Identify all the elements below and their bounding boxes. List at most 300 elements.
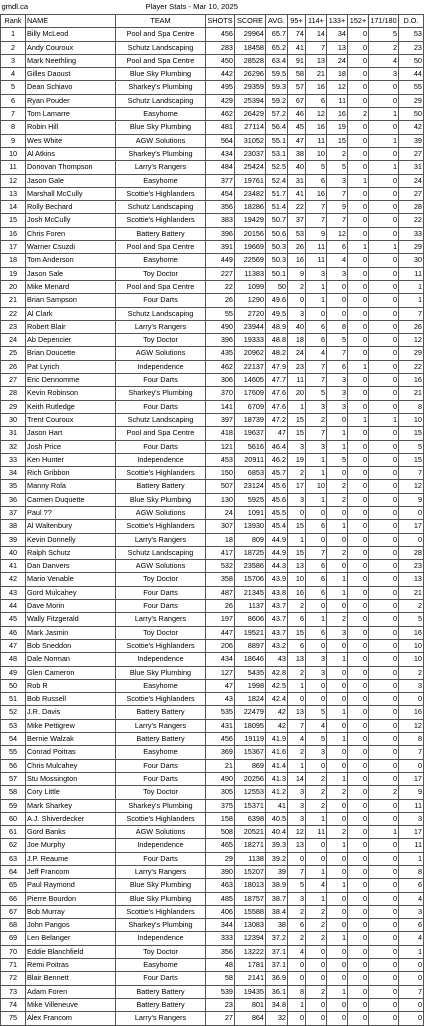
cell-171-180: 0	[369, 320, 399, 333]
cell-shots: 370	[206, 387, 235, 400]
cell-114plus: 1	[306, 866, 327, 879]
cell-name: Keith Rutledge	[26, 400, 116, 413]
cell-171-180: 0	[369, 81, 399, 94]
cell-95plus: 0	[288, 972, 306, 985]
cell-133plus: 3	[327, 267, 348, 280]
cell-95plus: 18	[288, 334, 306, 347]
cell-avg: 41.2	[266, 786, 288, 799]
cell-team: Independence	[116, 360, 206, 373]
cell-do: 4	[399, 932, 424, 945]
cell-114plus: 7	[306, 41, 327, 54]
cell-do: 42	[399, 121, 424, 134]
cell-avg: 65.7	[266, 28, 288, 41]
cell-rank: 38	[1, 520, 26, 533]
player-rows	[1, 28, 424, 1025]
cell-name: Wes White	[26, 134, 116, 147]
cell-score: 15706	[235, 573, 266, 586]
cell-rank: 41	[1, 560, 26, 573]
cell-do: 26	[399, 320, 424, 333]
table-row	[1, 280, 424, 293]
cell-team: Easyhome	[116, 746, 206, 759]
cell-name: Bob Sneddon	[26, 639, 116, 652]
cell-do: 7	[399, 746, 424, 759]
cell-shots: 377	[206, 174, 235, 187]
cell-name: Gord Banks	[26, 826, 116, 839]
cell-rank: 56	[1, 759, 26, 772]
table-row	[1, 945, 424, 958]
cell-avg: 42.8	[266, 666, 288, 679]
cell-name: Ab Depencier	[26, 334, 116, 347]
cell-95plus: 5	[288, 879, 306, 892]
cell-do: 2	[399, 666, 424, 679]
table-row	[1, 639, 424, 652]
cell-team: Toy Doctor	[116, 334, 206, 347]
cell-name: Bob Murray	[26, 905, 116, 918]
cell-team: Toy Doctor	[116, 945, 206, 958]
cell-152plus: 0	[348, 480, 369, 493]
cell-team: Pool and Spa Centre	[116, 241, 206, 254]
cell-do: 1	[399, 280, 424, 293]
cell-171-180: 0	[369, 613, 399, 626]
cell-name: Jeff Francom	[26, 866, 116, 879]
table-row	[1, 400, 424, 413]
cell-name: Ralph Schutz	[26, 546, 116, 559]
cell-shots: 397	[206, 413, 235, 426]
cell-133plus: 0	[327, 1012, 348, 1025]
cell-team: AGW Solutions	[116, 347, 206, 360]
cell-152plus: 0	[348, 932, 369, 945]
cell-152plus: 0	[348, 839, 369, 852]
cell-avg: 45.5	[266, 506, 288, 519]
cell-do: 29	[399, 94, 424, 107]
cell-name: Mark Neethling	[26, 54, 116, 67]
cell-team: Sharkey's Plumbing	[116, 919, 206, 932]
cell-171-180: 0	[369, 852, 399, 865]
cell-shots: 435	[206, 347, 235, 360]
cell-shots: 375	[206, 799, 235, 812]
page-title: Player Stats - Mar 10, 2025	[145, 2, 238, 11]
cell-133plus: 0	[327, 506, 348, 519]
table-row	[1, 28, 424, 41]
cell-score: 23037	[235, 147, 266, 160]
cell-114plus: 6	[306, 320, 327, 333]
cell-95plus: 15	[288, 626, 306, 639]
table-row	[1, 307, 424, 320]
cell-score: 1998	[235, 679, 266, 692]
table-row	[1, 147, 424, 160]
cell-152plus: 0	[348, 147, 369, 160]
cell-shots: 47	[206, 679, 235, 692]
cell-shots: 390	[206, 866, 235, 879]
cell-152plus: 0	[348, 294, 369, 307]
cell-171-180: 0	[369, 294, 399, 307]
table-row	[1, 905, 424, 918]
cell-152plus: 0	[348, 28, 369, 41]
cell-avg: 42.4	[266, 693, 288, 706]
cell-name: Josh McCully	[26, 214, 116, 227]
cell-name: Kevin Robinson	[26, 387, 116, 400]
cell-do: 13	[399, 573, 424, 586]
cell-name: J.R. Davis	[26, 706, 116, 719]
cell-do: 8	[399, 866, 424, 879]
cell-avg: 45.6	[266, 480, 288, 493]
cell-avg: 50	[266, 280, 288, 293]
cell-team: Battery Battery	[116, 998, 206, 1011]
cell-score: 19435	[235, 985, 266, 998]
cell-shots: 150	[206, 467, 235, 480]
cell-171-180: 0	[369, 759, 399, 772]
cell-score: 20256	[235, 772, 266, 785]
cell-114plus: 11	[306, 254, 327, 267]
table-row	[1, 998, 424, 1011]
cell-171-180: 5	[369, 28, 399, 41]
cell-do: 0	[399, 959, 424, 972]
cell-133plus: 0	[327, 600, 348, 613]
cell-avg: 55.1	[266, 134, 288, 147]
cell-name: Brian Doucette	[26, 347, 116, 360]
cell-avg: 48.8	[266, 334, 288, 347]
cell-152plus: 0	[348, 852, 369, 865]
cell-do: 0	[399, 533, 424, 546]
cell-do: 12	[399, 480, 424, 493]
cell-171-180: 0	[369, 719, 399, 732]
cell-95plus: 37	[288, 214, 306, 227]
cell-133plus: 11	[327, 94, 348, 107]
cell-shots: 490	[206, 772, 235, 785]
cell-team: Scottie's Highlanders	[116, 520, 206, 533]
cell-avg: 34.8	[266, 998, 288, 1011]
cell-name: Trent Couroux	[26, 413, 116, 426]
cell-name: Blair Bennett	[26, 972, 116, 985]
table-row	[1, 1012, 424, 1025]
cell-name: Eddie Blanchfield	[26, 945, 116, 958]
cell-133plus: 3	[327, 374, 348, 387]
cell-score: 864	[235, 1012, 266, 1025]
cell-95plus: 2	[288, 905, 306, 918]
cell-score: 14605	[235, 374, 266, 387]
cell-171-180: 0	[369, 94, 399, 107]
cell-rank: 20	[1, 280, 26, 293]
table-row	[1, 254, 424, 267]
cell-score: 5925	[235, 493, 266, 506]
cell-114plus: 11	[306, 241, 327, 254]
cell-avg: 39.2	[266, 852, 288, 865]
cell-114plus: 1	[306, 294, 327, 307]
cell-name: Eric Dennomme	[26, 374, 116, 387]
cell-do: 11	[399, 799, 424, 812]
cell-171-180: 0	[369, 387, 399, 400]
cell-avg: 59.2	[266, 94, 288, 107]
cell-rank: 58	[1, 786, 26, 799]
cell-avg: 48.9	[266, 320, 288, 333]
table-row	[1, 959, 424, 972]
cell-avg: 50.1	[266, 267, 288, 280]
cell-171-180: 0	[369, 679, 399, 692]
cell-95plus: 4	[288, 945, 306, 958]
cell-score: 1137	[235, 600, 266, 613]
cell-rank: 50	[1, 679, 26, 692]
cell-rank: 39	[1, 533, 26, 546]
cell-95plus: 2	[288, 600, 306, 613]
cell-do: 16	[399, 626, 424, 639]
cell-avg: 43.7	[266, 600, 288, 613]
cell-team: Toy Doctor	[116, 573, 206, 586]
cell-avg: 63.4	[266, 54, 288, 67]
table-row	[1, 467, 424, 480]
cell-95plus: 40	[288, 161, 306, 174]
table-row	[1, 54, 424, 67]
cell-95plus: 0	[288, 506, 306, 519]
cell-114plus: 3	[306, 440, 327, 453]
cell-team: Schutz Landscaping	[116, 94, 206, 107]
cell-name: Gilles Daoust	[26, 68, 116, 81]
cell-shots: 456	[206, 28, 235, 41]
cell-114plus: 21	[306, 68, 327, 81]
cell-rank: 43	[1, 586, 26, 599]
cell-score: 18458	[235, 41, 266, 54]
cell-152plus: 0	[348, 919, 369, 932]
cell-avg: 43.7	[266, 626, 288, 639]
cell-rank: 54	[1, 733, 26, 746]
cell-avg: 44.9	[266, 546, 288, 559]
cell-114plus: 1	[306, 892, 327, 905]
cell-name: Rolly Bechard	[26, 201, 116, 214]
cell-152plus: 0	[348, 54, 369, 67]
table-row	[1, 360, 424, 373]
header-team: TEAM	[116, 15, 206, 28]
cell-shots: 58	[206, 972, 235, 985]
cell-avg: 47.7	[266, 374, 288, 387]
cell-team: Battery Battery	[116, 480, 206, 493]
cell-152plus: 0	[348, 679, 369, 692]
cell-avg: 51.7	[266, 187, 288, 200]
cell-name: Al Clark	[26, 307, 116, 320]
cell-name: Conrad Poitras	[26, 746, 116, 759]
cell-133plus: 3	[327, 400, 348, 413]
cell-152plus: 0	[348, 905, 369, 918]
cell-name: Brian Sampson	[26, 294, 116, 307]
cell-114plus: 10	[306, 480, 327, 493]
cell-rank: 30	[1, 413, 26, 426]
cell-95plus: 8	[288, 985, 306, 998]
cell-team: Battery Battery	[116, 733, 206, 746]
cell-133plus: 2	[327, 826, 348, 839]
table-row	[1, 560, 424, 573]
cell-171-180: 3	[369, 68, 399, 81]
cell-name: Pat Lynch	[26, 360, 116, 373]
cell-95plus: 3	[288, 812, 306, 825]
cell-133plus: 24	[327, 54, 348, 67]
cell-rank: 10	[1, 147, 26, 160]
cell-avg: 42	[266, 719, 288, 732]
cell-score: 869	[235, 759, 266, 772]
cell-133plus: 1	[327, 586, 348, 599]
header-name: NAME	[26, 15, 116, 28]
cell-do: 7	[399, 467, 424, 480]
cell-avg: 41.4	[266, 759, 288, 772]
cell-152plus: 0	[348, 706, 369, 719]
table-row	[1, 506, 424, 519]
cell-avg: 43.9	[266, 573, 288, 586]
cell-score: 17609	[235, 387, 266, 400]
cell-team: Blue Sky Plumbing	[116, 68, 206, 81]
cell-rank: 12	[1, 174, 26, 187]
cell-team: Schutz Landscaping	[116, 307, 206, 320]
cell-avg: 47.9	[266, 360, 288, 373]
cell-152plus: 0	[348, 307, 369, 320]
cell-133plus: 1	[327, 427, 348, 440]
cell-133plus: 0	[327, 812, 348, 825]
cell-score: 11383	[235, 267, 266, 280]
cell-152plus: 0	[348, 334, 369, 347]
header-avg: AVG.	[266, 15, 288, 28]
cell-114plus: 0	[306, 693, 327, 706]
cell-do: 15	[399, 453, 424, 466]
cell-shots: 344	[206, 919, 235, 932]
cell-score: 6853	[235, 467, 266, 480]
table-row	[1, 866, 424, 879]
cell-shots: 434	[206, 147, 235, 160]
cell-avg: 41.9	[266, 733, 288, 746]
cell-shots: 227	[206, 267, 235, 280]
table-row	[1, 693, 424, 706]
cell-shots: 21	[206, 759, 235, 772]
cell-133plus: 0	[327, 799, 348, 812]
cell-152plus: 0	[348, 586, 369, 599]
cell-133plus: 0	[327, 413, 348, 426]
cell-do: 15	[399, 427, 424, 440]
cell-rank: 37	[1, 506, 26, 519]
cell-do: 27	[399, 147, 424, 160]
cell-95plus: 6	[288, 919, 306, 932]
cell-95plus: 0	[288, 959, 306, 972]
cell-171-180: 0	[369, 799, 399, 812]
cell-team: Sharkey's Plumbing	[116, 81, 206, 94]
cell-score: 2720	[235, 307, 266, 320]
cell-152plus: 0	[348, 693, 369, 706]
cell-avg: 41.6	[266, 746, 288, 759]
table-row	[1, 839, 424, 852]
cell-avg: 41.3	[266, 772, 288, 785]
cell-133plus: 0	[327, 998, 348, 1011]
cell-rank: 23	[1, 320, 26, 333]
cell-114plus: 1	[306, 493, 327, 506]
cell-do: 9	[399, 493, 424, 506]
cell-rank: 42	[1, 573, 26, 586]
cell-team: Larry's Rangers	[116, 533, 206, 546]
cell-score: 1781	[235, 959, 266, 972]
cell-171-180: 1	[369, 241, 399, 254]
table-row	[1, 493, 424, 506]
table-row	[1, 533, 424, 546]
cell-name: A.J. Shiverdecker	[26, 812, 116, 825]
cell-171-180: 0	[369, 254, 399, 267]
cell-shots: 495	[206, 81, 235, 94]
cell-133plus: 0	[327, 560, 348, 573]
cell-133plus: 2	[327, 613, 348, 626]
cell-name: Josh Price	[26, 440, 116, 453]
cell-152plus: 0	[348, 347, 369, 360]
cell-152plus: 0	[348, 653, 369, 666]
cell-133plus: 3	[327, 174, 348, 187]
cell-171-180: 0	[369, 174, 399, 187]
table-row	[1, 440, 424, 453]
table-row	[1, 679, 424, 692]
cell-name: Chris Foren	[26, 227, 116, 240]
cell-152plus: 0	[348, 972, 369, 985]
cell-114plus: 0	[306, 945, 327, 958]
cell-152plus: 0	[348, 400, 369, 413]
cell-team: Blue Sky Plumbing	[116, 121, 206, 134]
cell-avg: 50.3	[266, 241, 288, 254]
cell-171-180: 0	[369, 121, 399, 134]
cell-do: 3	[399, 905, 424, 918]
cell-avg: 44.9	[266, 533, 288, 546]
cell-95plus: 1	[288, 679, 306, 692]
cell-95plus: 15	[288, 520, 306, 533]
cell-95plus: 2	[288, 932, 306, 945]
cell-avg: 59.5	[266, 68, 288, 81]
table-row	[1, 68, 424, 81]
cell-do: 9	[399, 786, 424, 799]
cell-95plus: 57	[288, 81, 306, 94]
cell-171-180: 0	[369, 639, 399, 652]
cell-114plus: 2	[306, 905, 327, 918]
cell-rank: 60	[1, 812, 26, 825]
cell-95plus: 15	[288, 427, 306, 440]
cell-do: 0	[399, 998, 424, 1011]
cell-133plus: 0	[327, 639, 348, 652]
cell-171-180: 0	[369, 280, 399, 293]
cell-114plus: 0	[306, 600, 327, 613]
cell-name: Paul Raymond	[26, 879, 116, 892]
cell-team: Independence	[116, 839, 206, 852]
cell-rank: 11	[1, 161, 26, 174]
cell-score: 19637	[235, 427, 266, 440]
cell-133plus: 12	[327, 227, 348, 240]
cell-shots: 23	[206, 998, 235, 1011]
cell-171-180: 0	[369, 334, 399, 347]
cell-152plus: 0	[348, 879, 369, 892]
cell-171-180: 0	[369, 919, 399, 932]
cell-114plus: 7	[306, 214, 327, 227]
cell-133plus: 0	[327, 746, 348, 759]
cell-team: Blue Sky Plumbing	[116, 892, 206, 905]
cell-114plus: 7	[306, 360, 327, 373]
table-row	[1, 613, 424, 626]
cell-do: 22	[399, 214, 424, 227]
cell-score: 5616	[235, 440, 266, 453]
table-row	[1, 520, 424, 533]
cell-95plus: 4	[288, 733, 306, 746]
cell-rank: 17	[1, 241, 26, 254]
cell-name: Mike Pettigrew	[26, 719, 116, 732]
cell-152plus: 0	[348, 227, 369, 240]
cell-do: 7	[399, 985, 424, 998]
cell-avg: 45.7	[266, 467, 288, 480]
cell-shots: 127	[206, 666, 235, 679]
cell-team: Scottie's Highlanders	[116, 214, 206, 227]
cell-rank: 4	[1, 68, 26, 81]
cell-score: 1091	[235, 506, 266, 519]
cell-avg: 40.5	[266, 812, 288, 825]
cell-shots: 447	[206, 626, 235, 639]
table-row	[1, 320, 424, 333]
cell-95plus: 1	[288, 759, 306, 772]
cell-133plus: 19	[327, 121, 348, 134]
cell-name: Joe Murphy	[26, 839, 116, 852]
cell-shots: 396	[206, 334, 235, 347]
